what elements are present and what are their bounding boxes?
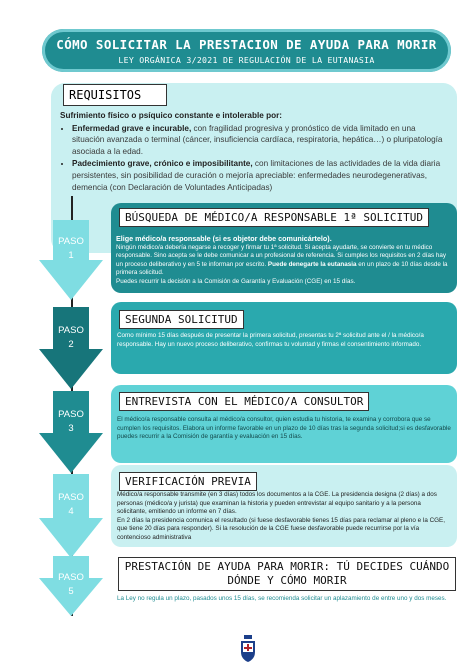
step-text <box>116 235 452 287</box>
step-number: 3 <box>68 423 74 434</box>
requirements-intro: Sufrimiento físico o psíquico constante e intolerable por: <box>60 111 282 120</box>
step-title: PRESTACIÓN DE AYUDA PARA MORIR: TÚ DECIDES CUÁNDO DÓNDE Y CÓMO MORIR <box>118 557 456 591</box>
step-title: SEGUNDA SOLICITUD <box>119 310 244 329</box>
requirement-item <box>72 158 450 193</box>
step-text-bold: Puede denegarte la eutanasia <box>267 260 357 268</box>
step-label <box>39 572 103 597</box>
step-text-body: Ningún médico/a debería negarse a recoger y firmar tu 1ª solicitud. Si acepta ayudarte, se convierte en tu médico responsable. Sino acepta se le debe comunicar a un profesional de referencia. Si cumples los requisitos en 2 días hay un proceso deliberativo y en 5 te informan por escrito. <box>116 243 447 268</box>
step-label <box>39 492 103 517</box>
step-text-bold: Elige médico/a responsable (si es objetor debe comunicártelo). <box>116 234 332 243</box>
title-banner <box>42 29 451 72</box>
step-text: La Ley no regula un plazo, pasados unos 15 días, se recomienda solicitar un aplazamiento de entre uno y dos meses. <box>117 595 447 602</box>
step-word: PASO <box>58 572 84 583</box>
coat-of-arms-logo <box>240 635 256 663</box>
step-number: 2 <box>68 339 74 350</box>
step-text-body: Médico/a responsable transmite (en 3 días) todos los documentos a la CGE. La presidencia designa (2 días) a dos personas (médico/a y jurista) que examinan la historia y pueden entrevistar al equipo sanitario y a la persona solicitante, emitiendo un informe en 7 días. <box>117 491 437 516</box>
step-card <box>111 385 457 463</box>
requirements-list <box>60 123 450 194</box>
requirement-bold: Enfermedad grave e incurable, <box>72 123 192 133</box>
requirement-bold: Padecimiento grave, crónico e imposibilitante, <box>72 159 253 169</box>
step-label <box>39 409 103 434</box>
step-card <box>111 203 457 293</box>
step-text-body: Puedes recurrir la decisión a la Comisión de Garantía y Evaluación (CGE) en 15 días. <box>116 277 356 285</box>
step-card <box>111 465 457 547</box>
requirements-text <box>60 110 450 194</box>
step-number: 4 <box>68 506 74 517</box>
page-subtitle: LEY ORGÁNICA 3/2021 DE REGULACIÓN DE LA EUTANASIA <box>118 55 375 65</box>
step-text: El médico/a responsable consulta al médico/a consultor, quien estudia tu historia, te examina y corrobora que se cumplen los requisitos. Elabora un informe favorable en un plazo de 10 días tras la segunda solicitud;si es desfavorable puedes recurrir a la Comisión de garantía y evaluación en 15 días. <box>117 416 451 441</box>
step-text-body: En 2 días la presidencia comunica el resultado (si fuese desfavorable tienes 15 días para reclamar al pleno e la CGE, que tiene 20 días para responder). Si la resolución de la CGE fuese desfavorable puede recurrirse por la vía contencioso administrativa <box>117 516 445 541</box>
requirement-detail: con fragilidad progresiva y pronóstico de vida limitado en una situación avanzada o terminal (cáncer, insuficiencia cardíaca, respiratoria, hepática…) o pluripatología asociada a la edad. <box>72 123 443 156</box>
step-label <box>39 325 103 350</box>
step-number: 1 <box>68 250 74 261</box>
requirements-title: REQUISITOS <box>63 84 167 106</box>
step-text-body: en un plazo de 10 días desde la primera solicitud. <box>116 260 448 277</box>
step-text <box>117 491 451 543</box>
step-number: 5 <box>68 586 74 597</box>
step-word: PASO <box>58 409 84 420</box>
step-word: PASO <box>58 236 84 247</box>
step-title: VERIFICACIÓN PREVIA <box>119 472 257 491</box>
step-title: ENTREVISTA CON EL MÉDICO/A CONSULTOR <box>119 392 369 411</box>
step-card <box>111 553 457 618</box>
step-word: PASO <box>58 492 84 503</box>
requirement-item <box>72 123 450 158</box>
step-title: BÚSQUEDA DE MÉDICO/A RESPONSABLE 1ª SOLICITUD <box>119 208 429 227</box>
step-card <box>111 302 457 374</box>
page-title: CÓMO SOLICITAR LA PRESTACION DE AYUDA PARA MORIR <box>56 37 437 52</box>
step-text: Como mínimo 15 días después de presentar la primera solicitud, presentas tu 2ª solicitud ante el / la médico/a responsable. Hay un nuevo proceso deliberativo, confirmas tu voluntad y firmas el consentimiento informado. <box>117 332 424 348</box>
step-word: PASO <box>58 325 84 336</box>
step-label <box>39 236 103 261</box>
requirement-detail: con limitaciones de las actividades de la vida diaria persistentes, sin posibilidad de curación o mejoría apreciable: enfermedades neurodegenerativas, demencia (con Declaración de Voluntades Anticipadas) <box>72 159 441 192</box>
